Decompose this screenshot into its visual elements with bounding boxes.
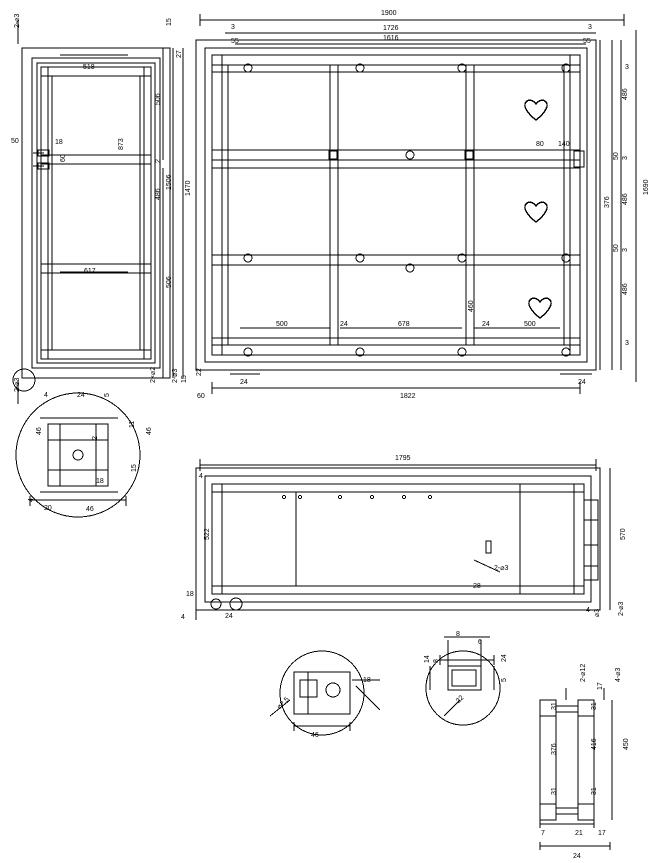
dimension-text: 18 <box>186 591 194 598</box>
dimension-text: 460 <box>468 300 475 312</box>
dimension-text: 2-⌀3 <box>494 565 509 572</box>
dimension-text: 6 <box>478 639 482 646</box>
dimension-text: 22 <box>455 694 466 705</box>
dimension-text: 1470 <box>185 180 192 196</box>
dimension-text: 46 <box>311 732 319 739</box>
dimension-text: 2-⌀12 <box>580 663 587 682</box>
dimension-text: 31 <box>551 787 558 795</box>
dimension-text: 5 <box>501 678 508 682</box>
dimension-text: 46 <box>36 427 43 435</box>
dimension-text: 873 <box>118 138 125 150</box>
dimension-text: 4 <box>28 498 35 502</box>
dimension-text: 11 <box>129 420 136 428</box>
dimension-text: 15 <box>181 375 188 383</box>
dimension-text: 140 <box>558 141 570 148</box>
dimension-text: 18 <box>363 677 371 684</box>
dimension-text: 50 <box>613 244 620 252</box>
dimension-text: 5 <box>104 393 111 397</box>
dimension-text: 1900 <box>381 10 397 17</box>
dimension-text: 18 <box>55 139 63 146</box>
dimension-text: 500 <box>276 321 288 328</box>
dimension-text: 50 <box>11 138 19 145</box>
dimension-text: 1690 <box>643 179 650 195</box>
dimension-text: 3 <box>625 340 629 347</box>
dimension-text: 450 <box>623 738 630 750</box>
dimension-text: 3 <box>622 248 629 252</box>
dimension-text: 4 <box>44 392 48 399</box>
dimension-text: 31 <box>551 702 558 710</box>
dimension-text: 3 <box>231 24 235 31</box>
dimension-text: 24 <box>501 654 508 662</box>
dimension-text: 60 <box>60 154 67 162</box>
dimension-text: 22 <box>196 368 203 376</box>
dimension-text: 506 <box>166 276 173 288</box>
dimension-text: 4 <box>199 473 203 480</box>
dimension-text: 31 <box>591 702 598 710</box>
dimension-text: 522 <box>204 528 211 540</box>
dimension-text: 8 <box>433 659 440 663</box>
dimension-text: 7 <box>541 830 545 837</box>
dimension-text: 27 <box>176 50 183 58</box>
dimension-text: 4-⌀3 <box>615 667 622 682</box>
dimension-text: 2-⌀3 <box>14 377 21 392</box>
dimension-text: ⌀3 <box>594 608 601 617</box>
dimension-text: 2-⌀3 <box>618 601 625 616</box>
dimension-text: 486 <box>622 283 629 295</box>
dimension-text: 14 <box>424 655 431 663</box>
dimension-text: 8 <box>456 631 460 638</box>
dimension-text: 486 <box>155 188 162 200</box>
dimension-text: 1822 <box>400 393 416 400</box>
dimension-text: 60 <box>197 393 205 400</box>
dimension-text: 3 <box>588 24 592 31</box>
dimension-text: 24 <box>573 853 581 860</box>
dimension-text: 506 <box>155 93 162 105</box>
dimension-text: 17 <box>598 830 606 837</box>
dimension-text: 50 <box>613 152 620 160</box>
dimension-text: 24 <box>578 379 586 386</box>
dimension-text: 18 <box>96 478 104 485</box>
dimension-text: 1795 <box>395 455 411 462</box>
dimension-text: 28 <box>473 583 481 590</box>
dimension-text: 678 <box>398 321 410 328</box>
dimension-text: 416 <box>591 738 598 750</box>
dimension-text: 21 <box>575 830 583 837</box>
dimension-text: 4 <box>586 607 590 614</box>
dimension-text: 24 <box>340 321 348 328</box>
dimension-text: 24 <box>482 321 490 328</box>
dimension-text: 31 <box>591 787 598 795</box>
dimension-text: 24 <box>77 392 85 399</box>
dimension-text: 3 <box>625 64 629 71</box>
dimension-text: 3 <box>622 156 629 160</box>
dimension-text: 15 <box>166 18 173 26</box>
dimension-text: 2-⌀3 <box>172 368 179 383</box>
dimension-text: 4 <box>181 614 185 621</box>
dimension-text: 24 <box>225 613 233 620</box>
dimension-text: 1506 <box>166 174 173 190</box>
dimension-text: 518 <box>83 64 95 71</box>
dimension-text: 1726 <box>383 25 399 32</box>
dimension-text: 2 <box>155 159 162 163</box>
dimension-text: 46 <box>86 506 94 513</box>
dimension-text: 55 <box>583 38 591 45</box>
dimension-text: 376 <box>551 743 558 755</box>
dimension-text: 46 <box>146 427 153 435</box>
dimension-text: 24 <box>240 379 248 386</box>
dimension-text: 55 <box>231 38 239 45</box>
dimension-text: 617 <box>84 268 96 275</box>
dimension-text: 2-⌀3 <box>14 13 21 28</box>
dimension-text: 570 <box>620 528 627 540</box>
dimension-text: 500 <box>524 321 536 328</box>
dimension-text: 1616 <box>383 35 399 42</box>
dimension-text: 15 <box>131 464 138 472</box>
dimension-text: ⌀2.5 <box>276 696 291 711</box>
dimension-text: 486 <box>622 193 629 205</box>
dimension-text: 376 <box>604 196 611 208</box>
dimension-text: 17 <box>597 682 604 690</box>
dimension-text: 2×⌀2 <box>150 366 157 383</box>
dimension-text: 20 <box>44 505 52 512</box>
dimension-text: 486 <box>622 88 629 100</box>
dimension-text: 80 <box>536 141 544 148</box>
dimension-text: 2 <box>92 436 99 440</box>
